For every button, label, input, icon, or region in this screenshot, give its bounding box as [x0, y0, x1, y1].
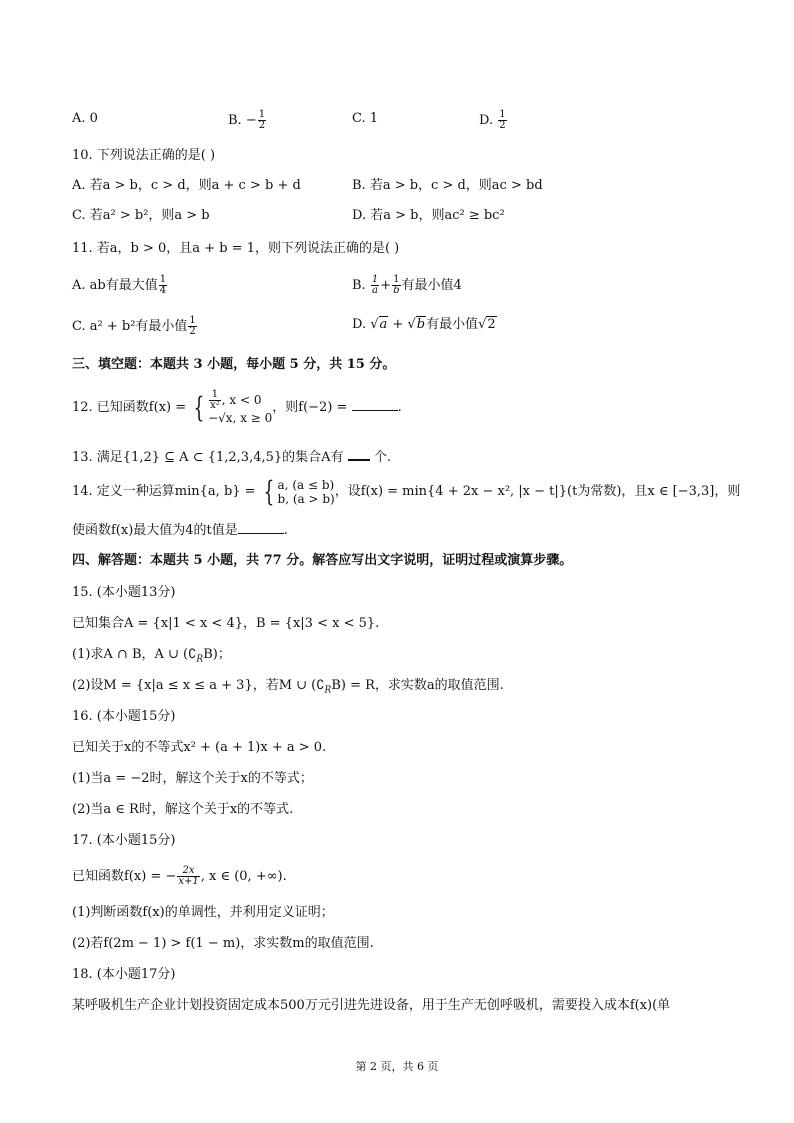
q18-title: 18. (本小题17分) — [72, 967, 176, 982]
q11-option-b: B. $\frac{1}{a}$ + $\frac{1}{b}$ 有最小值4 — [352, 274, 462, 296]
fraction: $\frac{1}{2}$ — [499, 109, 506, 131]
q16-part1: (1)当a = −2时，解这个关于x的不等式； — [72, 771, 313, 786]
q11-stem: 11. 若a，b > 0，且a + b = 1，则下列说法正确的是( ) — [72, 241, 400, 256]
q17-part1: (1)判断函数f(x)的单调性，并利用定义证明； — [72, 905, 334, 920]
fraction: $\frac{1}{a}$ — [371, 274, 379, 296]
q9-option-d: D. $\frac{1}{2}$ — [479, 109, 506, 131]
q10-option-a: A. 若a > b，c > d，则a + c > b + d — [72, 178, 301, 193]
q9-option-c: C. 1 — [352, 111, 379, 126]
q12: 12. 已知函数f(x) = { $\frac{1}{\text{x²}}$ , x < 0 −√x, x ≥ 0 ，则f(−2) = . — [72, 389, 402, 425]
q14-line1: 14. 定义一种运算min{a, b} = { a, (a ≤ b) b, (a > b) ，设f(x) = min{4 + 2x − x², |x − t|}(t为常数)，且x ∈ [−3,3]，则 — [72, 474, 741, 508]
q18-stem: 某呼吸机生产企业计划投资固定成本500万元引进先进设备，用于生产无创呼吸机，需要投入成本f(x)(单 — [72, 998, 671, 1013]
q10-option-c: C. 若a² > b²，则a > b — [72, 208, 210, 223]
q16-part2: (2)当a ∈ R时，解这个关于x的不等式. — [72, 802, 294, 817]
q16-stem: 已知关于x的不等式x² + (a + 1)x + a > 0. — [72, 740, 327, 755]
fraction: $\frac{1}{4}$ — [159, 274, 167, 296]
q15-stem: 已知集合A = {x|1 < x < 4}，B = {x|3 < x < 5}. — [72, 616, 380, 631]
answer-blank[interactable] — [348, 458, 370, 461]
q14-line2: 使函数f(x)最大值为4的t值是 . — [72, 523, 288, 538]
q10-option-b: B. 若a > b，c > d，则ac > bd — [352, 178, 543, 193]
q15-part1: (1)求A ∩ B，A ∪ $(∁_RB)$； — [72, 647, 231, 665]
section-4-heading: 四、解答题：本题共 5 小题，共 77 分。解答应写出文字说明，证明过程或演算步骤。 — [72, 553, 573, 568]
q15-title: 15. (本小题13分) — [72, 585, 176, 600]
answer-blank[interactable] — [352, 409, 398, 411]
fraction: $\frac{2x}{x+1}$ — [178, 865, 199, 887]
fraction: $\frac{1}{b}$ — [393, 274, 400, 296]
q10-stem: 10. 下列说法正确的是( ) — [72, 148, 216, 163]
fraction: $\frac{1}{\text{x²}}$ — [210, 389, 220, 411]
q13: 13. 满足{1,2} ⊆ A ⊂ {1,2,3,4,5}的集合A有 个. — [72, 450, 391, 465]
q15-part2: (2)设M = {x|a ≤ x ≤ a + 3}，若M ∪ $(∁_RB) = R$，求实数a的取值范围. — [72, 678, 504, 696]
answer-blank[interactable] — [238, 532, 284, 534]
q17-stem: 已知函数f(x) = − $\frac{2x}{x+1}$ , x ∈ (0, +∞). — [72, 865, 287, 887]
q9-option-a: A. 0 — [72, 111, 98, 126]
piecewise-cases: a, (a ≤ b) b, (a > b) — [277, 477, 335, 506]
fraction: $\frac{1}{2}$ — [189, 315, 196, 337]
q17-part2: (2)若f(2m − 1) > f(1 − m)，求实数m的取值范围. — [72, 936, 374, 951]
q11-option-a: A. ab有最大值 $\frac{1}{4}$ — [72, 274, 167, 296]
section-3-heading: 三、填空题：本题共 3 小题，每小题 5 分，共 15 分。 — [72, 357, 396, 372]
q17-title: 17. (本小题15分) — [72, 833, 176, 848]
q11-option-d: D. √a + √b有最小值√2 — [352, 317, 496, 332]
q9-option-b: B. − $\frac{1}{2}$ — [228, 109, 266, 131]
q10-option-d: D. 若a > b，则ac² ≥ bc² — [352, 208, 505, 223]
page-footer: 第 2 页，共 6 页 — [355, 1060, 439, 1073]
left-brace: { — [263, 474, 274, 508]
piecewise-cases: $\frac{1}{\text{x²}}$ , x < 0 −√x, x ≥ 0 — [208, 389, 273, 425]
fraction: $\frac{1}{2}$ — [258, 109, 266, 131]
q11-option-c: C. a² + b²有最小值 $\frac{1}{2}$ — [72, 315, 196, 337]
q16-title: 16. (本小题15分) — [72, 709, 176, 724]
left-brace: { — [193, 390, 205, 424]
